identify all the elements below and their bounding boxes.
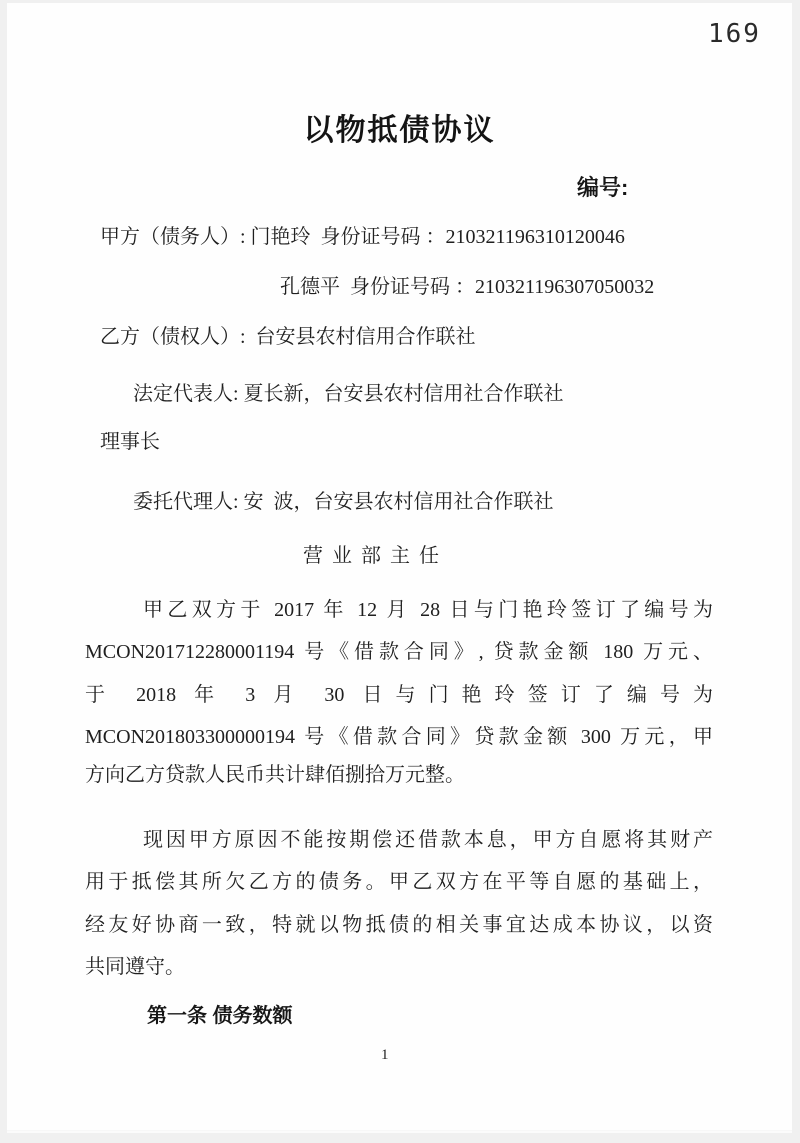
scan-page-number: 169 bbox=[708, 19, 761, 49]
document-number-label: 编号: bbox=[577, 175, 629, 200]
para1-line-1: 甲乙双方于 2017 年 12 月 28 日与门艳玲签订了编号为 bbox=[143, 599, 713, 621]
para2-line-3: 经友好协商一致，特就以物抵债的相关事宜达成本协议，以资 bbox=[85, 914, 713, 936]
party-a-second-member-line: 孔德平 身份证号码 ：210321196307050032 bbox=[280, 276, 655, 298]
para2-line-1: 现因甲方原因不能按期偿还借款本息，甲方自愿将其财产 bbox=[143, 829, 713, 851]
para2-line-4: 共同遵守。 bbox=[85, 956, 185, 978]
footer-page-number: 1 bbox=[381, 1047, 389, 1063]
entrusted-agent-line: 委托代理人: 安 波，台安县农村信用社合作联社 bbox=[133, 491, 554, 513]
para1-line-3: 于 2018 年 3 月 30 日与门艳玲签订了编号为 bbox=[85, 684, 713, 706]
article-1-heading: 第一条 债务数额 bbox=[147, 1005, 293, 1027]
party-b-line: 乙方（债权人）: 台安县农村信用合作联社 bbox=[100, 326, 476, 348]
party-a-line: 甲方（债务人）: 门艳玲 身份证号码 ：210321196310120046 bbox=[100, 226, 625, 248]
legal-representative-title: 理事长 bbox=[100, 431, 160, 453]
para1-line-4: MCON201803300000194 号《借款合同》贷款金额 300 万元，甲 bbox=[85, 726, 713, 748]
para2-line-2: 用于抵偿其所欠乙方的债务。甲乙双方在平等自愿的基础上， bbox=[85, 871, 713, 893]
document-title: 以物抵债协议 bbox=[303, 114, 496, 147]
document-page bbox=[7, 3, 792, 1130]
entrusted-agent-title: 营业部主任 bbox=[303, 545, 448, 567]
legal-representative-line: 法定代表人: 夏长新，台安县农村信用社合作联社 bbox=[133, 383, 564, 405]
para1-line-2: MCON201712280001194 号《借款合同》, 贷款金额 180 万元、 bbox=[85, 641, 713, 663]
para1-line-5: 方向乙方贷款人民币共计肆佰捌拾万元整。 bbox=[85, 764, 465, 786]
